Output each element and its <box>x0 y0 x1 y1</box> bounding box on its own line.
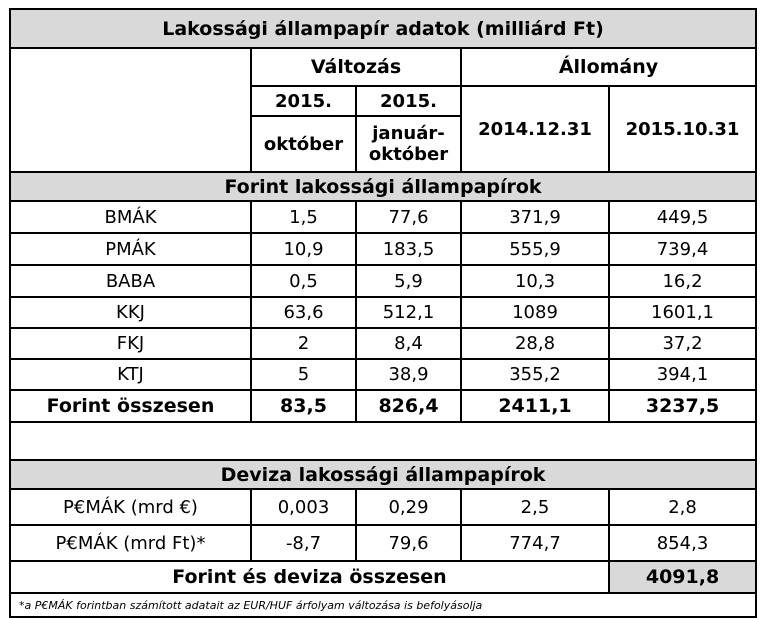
cell-jan-oct: 5,9 <box>356 265 461 297</box>
section-foreign-title: Deviza lakossági állampapírok <box>10 460 756 489</box>
table-row <box>10 359 756 390</box>
row-name: BABA <box>10 265 251 297</box>
row-name: KKJ <box>10 297 251 328</box>
header-year-1: 2015. <box>251 86 356 116</box>
table-title: Lakossági állampapír adatok (milliárd Ft) <box>10 9 756 48</box>
cell-2015: 2,8 <box>609 489 756 525</box>
cell-2014: 371,9 <box>461 201 609 233</box>
header-year-2: 2015. <box>356 86 461 116</box>
forint-total-2014: 2411,1 <box>461 390 609 422</box>
header-jan-oct-line2: október <box>368 144 449 165</box>
header-change: Változás <box>251 48 461 86</box>
header-october: október <box>251 116 356 172</box>
cell-jan-oct: 79,6 <box>356 525 461 561</box>
bond-data-table <box>9 8 757 618</box>
cell-2014: 28,8 <box>461 328 609 359</box>
cell-october: 0,5 <box>251 265 356 297</box>
forint-total-jan-oct: 826,4 <box>356 390 461 422</box>
cell-october: 0,003 <box>251 489 356 525</box>
table-row <box>10 201 756 233</box>
cell-2015: 449,5 <box>609 201 756 233</box>
forint-total-2015: 3237,5 <box>609 390 756 422</box>
cell-2015: 16,2 <box>609 265 756 297</box>
table-row <box>10 328 756 359</box>
forint-total-label: Forint összesen <box>10 390 251 422</box>
header-jan-oct-line1: január- <box>372 123 445 144</box>
cell-2014: 555,9 <box>461 233 609 265</box>
table-row <box>10 525 756 561</box>
cell-2014: 774,7 <box>461 525 609 561</box>
cell-jan-oct: 0,29 <box>356 489 461 525</box>
header-date-2014: 2014.12.31 <box>461 86 609 172</box>
row-name: PMÁK <box>10 233 251 265</box>
grand-total-label: Forint és deviza összesen <box>10 561 609 593</box>
header-date-2015: 2015.10.31 <box>609 86 756 172</box>
cell-2015: 1601,1 <box>609 297 756 328</box>
cell-october: 10,9 <box>251 233 356 265</box>
cell-jan-oct: 183,5 <box>356 233 461 265</box>
spacer-row <box>10 422 756 460</box>
cell-october: 5 <box>251 359 356 390</box>
table-row <box>10 297 756 328</box>
cell-october: 1,5 <box>251 201 356 233</box>
row-name: FKJ <box>10 328 251 359</box>
header-empty-cell <box>10 48 251 172</box>
cell-2014: 2,5 <box>461 489 609 525</box>
cell-2015: 37,2 <box>609 328 756 359</box>
table-row <box>10 265 756 297</box>
row-name: BMÁK <box>10 201 251 233</box>
table-row <box>10 233 756 265</box>
cell-2015: 394,1 <box>609 359 756 390</box>
forint-total-october: 83,5 <box>251 390 356 422</box>
cell-october: 2 <box>251 328 356 359</box>
header-stock: Állomány <box>461 48 756 86</box>
cell-jan-oct: 77,6 <box>356 201 461 233</box>
forint-total-row <box>10 390 756 422</box>
cell-jan-oct: 38,9 <box>356 359 461 390</box>
cell-2014: 1089 <box>461 297 609 328</box>
cell-2015: 854,3 <box>609 525 756 561</box>
cell-2014: 355,2 <box>461 359 609 390</box>
table-row <box>10 489 756 525</box>
section-forint-title: Forint lakossági állampapírok <box>10 172 756 201</box>
row-name: P€MÁK (mrd Ft)* <box>10 525 251 561</box>
cell-2015: 739,4 <box>609 233 756 265</box>
cell-2014: 10,3 <box>461 265 609 297</box>
cell-october: 63,6 <box>251 297 356 328</box>
cell-jan-oct: 512,1 <box>356 297 461 328</box>
cell-october: -8,7 <box>251 525 356 561</box>
grand-total-row <box>10 561 756 593</box>
row-name: KTJ <box>10 359 251 390</box>
footnote: *a P€MÁK forintban számított adatait az EUR/HUF árfolyam változása is befolyásolja <box>10 593 756 617</box>
header-jan-oct <box>356 116 461 172</box>
row-name: P€MÁK (mrd €) <box>10 489 251 525</box>
cell-jan-oct: 8,4 <box>356 328 461 359</box>
grand-total-value: 4091,8 <box>609 561 756 593</box>
